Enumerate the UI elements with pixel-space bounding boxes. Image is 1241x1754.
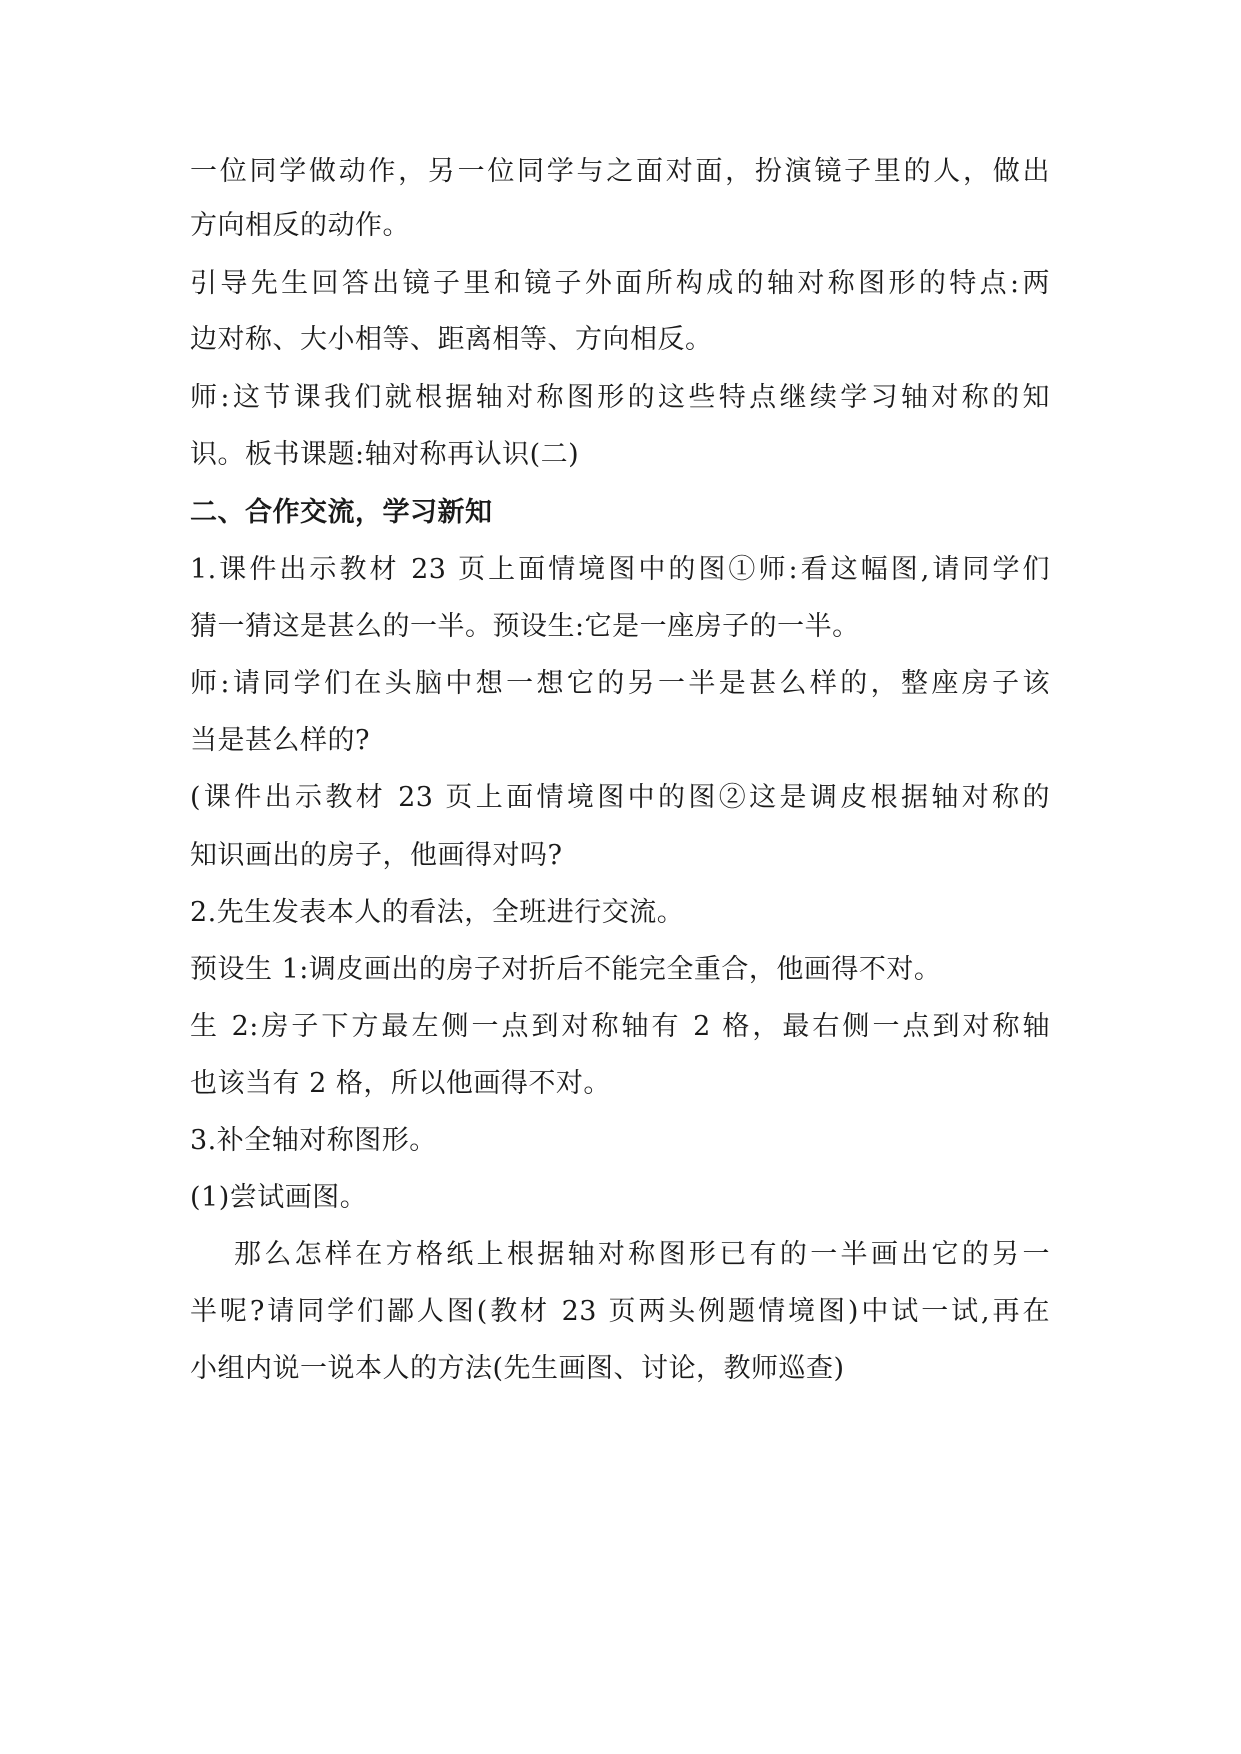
paragraph-line: 那么怎样在方格纸上根据轴对称图形已有的一半画出它的另一 <box>234 1239 1050 1270</box>
paragraph-line: 预设生 1:调皮画出的房子对折后不能完全重合，他画得不对。 <box>190 954 942 985</box>
paragraph-line: 3.补全轴对称图形。 <box>190 1125 437 1156</box>
paragraph-line: 猜一猜这是甚么的一半。预设生:它是一座房子的一半。 <box>190 611 860 642</box>
paragraph-line: (课件出示教材 23 页上面情境图中的图②这是调皮根据轴对称的 <box>190 782 1050 813</box>
paragraph-line: (1)尝试画图。 <box>190 1182 368 1213</box>
paragraph-line: 一位同学做动作，另一位同学与之面对面，扮演镜子里的人，做出 <box>190 156 1050 187</box>
paragraph-line: 引导先生回答出镜子里和镜子外面所构成的轴对称图形的特点:两 <box>190 268 1050 299</box>
section-heading: 二、合作交流，学习新知 <box>190 497 493 528</box>
paragraph-line: 师:这节课我们就根据轴对称图形的这些特点继续学习轴对称的知 <box>190 382 1050 413</box>
paragraph-line: 2.先生发表本人的看法，全班进行交流。 <box>190 897 685 928</box>
paragraph-line: 知识画出的房子，他画得对吗? <box>190 840 563 871</box>
paragraph-line: 方向相反的动作。 <box>190 210 410 241</box>
paragraph-line: 1.课件出示教材 23 页上面情境图中的图①师:看这幅图,请同学们 <box>190 554 1050 585</box>
paragraph-line: 当是甚么样的? <box>190 725 370 756</box>
paragraph-line: 小组内说一说本人的方法(先生画图、讨论，教师巡查) <box>190 1353 845 1384</box>
paragraph-line: 师:请同学们在头脑中想一想它的另一半是甚么样的，整座房子该 <box>190 668 1050 699</box>
paragraph-line: 生 2:房子下方最左侧一点到对称轴有 2 格，最右侧一点到对称轴 <box>190 1011 1050 1042</box>
paragraph-line: 识。板书课题:轴对称再认识(二) <box>190 439 580 470</box>
paragraph-line: 半呢?请同学们鄙人图(教材 23 页两头例题情境图)中试一试,再在 <box>190 1296 1050 1327</box>
paragraph-line: 边对称、大小相等、距离相等、方向相反。 <box>190 324 713 355</box>
paragraph-line: 也该当有 2 格，所以他画得不对。 <box>190 1068 611 1099</box>
